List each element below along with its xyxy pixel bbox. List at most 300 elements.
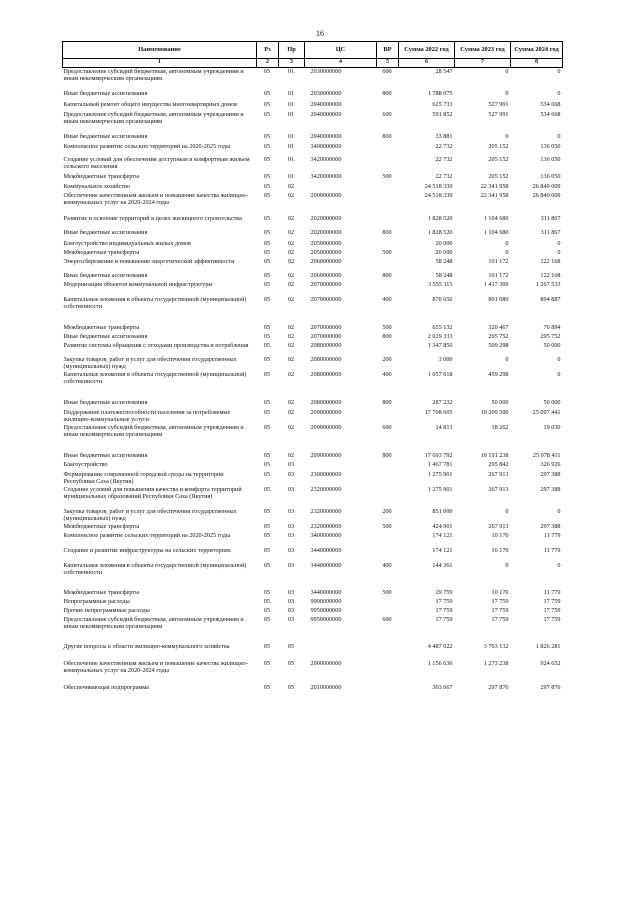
table-row: [63, 471, 563, 486]
row-expense-type: 800: [382, 132, 392, 140]
row-section: 05: [263, 659, 271, 667]
row-section: 05: [263, 239, 271, 247]
row-section: 05: [263, 423, 271, 431]
column-number: 2: [257, 59, 279, 68]
row-sum-2023: 17 759: [491, 597, 509, 605]
row-section: 05: [263, 248, 271, 256]
row-section: 05: [263, 110, 271, 118]
row-sum-2022: 625 733: [432, 100, 453, 108]
row-sum-2022: 655 132: [432, 323, 453, 331]
row-sum-2024: 11 779: [543, 546, 561, 554]
row-target-item: 2090000000: [310, 408, 342, 416]
row-sum-2024: 122 168: [540, 257, 561, 265]
table-row: [63, 356, 563, 371]
row-subsection: 03: [287, 546, 295, 554]
row-name: Другие вопросы в области жилищно-коммунального хозяйства: [63, 642, 230, 650]
row-section: 05: [263, 182, 271, 190]
row-section: 05: [263, 470, 271, 478]
row-sum-2023: 22 341 958: [480, 182, 509, 190]
row-sum-2022: 22 732: [435, 142, 453, 150]
row-sum-2024: 0: [557, 370, 561, 378]
page-number: 16: [316, 29, 324, 38]
row-sum-2022: 4 487 022: [427, 642, 453, 650]
row-sum-2022: 17 759: [435, 606, 453, 614]
row-sum-2023: 0: [505, 68, 509, 75]
row-subsection: 03: [287, 588, 295, 596]
row-sum-2022: 22 732: [435, 172, 453, 180]
row-sum-2023: 320 467: [488, 323, 509, 331]
row-target-item: 3400000000: [310, 531, 342, 539]
row-sum-2022: 1 275 901: [427, 485, 453, 493]
row-sum-2023: 0: [505, 355, 509, 363]
row-name: Формирование современной городской среды на территории Республики Саха (Якутия): [63, 470, 224, 485]
row-target-item: 2320000000: [310, 485, 342, 493]
row-expense-type: 800: [382, 228, 392, 236]
row-sum-2024: 17 759: [543, 597, 561, 605]
row-target-item: [305, 461, 377, 471]
table-row: [63, 409, 563, 424]
row-sum-2022: 58 248: [435, 271, 453, 279]
row-target-item: 2030000000: [310, 68, 342, 75]
row-sum-2022: 1 467 781: [427, 460, 453, 468]
table-row: [63, 333, 563, 342]
table-row: [63, 143, 563, 156]
row-sum-2023: 0: [505, 89, 509, 97]
row-target-item: 2070000000: [310, 295, 342, 303]
row-name: Капитальные вложения в объекты государственной (муниципальной) собственности: [63, 370, 247, 385]
row-sum-2024: 311 867: [540, 228, 561, 236]
row-sum-2023: 17 759: [491, 615, 509, 623]
row-name: Обеспечивающая подпрограмма: [63, 683, 149, 691]
row-expense-type: [377, 547, 399, 562]
row-target-item: 2080000000: [310, 370, 342, 378]
row-sum-2022: 28 547: [435, 68, 453, 75]
row-sum-2024: 11 779: [543, 588, 561, 596]
row-sum-2022: 144 361: [432, 561, 453, 569]
row-sum-2022: 1 156 636: [427, 659, 453, 667]
row-expense-type: 800: [382, 451, 392, 459]
row-expense-type: 400: [382, 370, 392, 378]
row-section: 05: [263, 132, 271, 140]
row-target-item: 2090000000: [310, 423, 342, 431]
row-name: Иные бюджетные ассигнования: [63, 89, 148, 97]
table-row: [63, 547, 563, 562]
row-sum-2022: 24 518 339: [424, 182, 453, 190]
row-sum-2023: 10 170: [491, 546, 509, 554]
header-expense-type: ВР: [377, 42, 399, 59]
row-sum-2024: 534 668: [540, 100, 561, 108]
row-section: 05: [263, 191, 271, 199]
row-name: Иные бюджетные ассигнования: [63, 228, 148, 236]
row-name: Обеспечение качественным жильем и повышение качества жилищно-коммунальных услуг на 2020-2024 годы: [63, 191, 248, 206]
table-row: [63, 424, 563, 452]
row-name: Развитие и освоение территорий в целях жилищного строительства: [63, 214, 242, 222]
row-target-item: 2060000000: [310, 271, 342, 279]
row-section: 05: [263, 522, 271, 530]
row-section: 05: [263, 507, 271, 515]
row-sum-2024: 136 050: [540, 172, 561, 180]
header-name: Наименование: [63, 42, 257, 59]
row-sum-2023: 0: [505, 561, 509, 569]
row-section: 05: [263, 100, 271, 108]
row-expense-type: [377, 598, 399, 607]
table-row: [63, 452, 563, 461]
row-section: 05: [263, 214, 271, 222]
row-name: Создание условий для повышения качества и комфорта территорий муниципальных образований Республики Саха (Якутия): [63, 485, 242, 500]
row-expense-type: [377, 660, 399, 684]
row-subsection: 01: [287, 100, 295, 108]
row-sum-2023: 19 191 238: [480, 451, 509, 459]
row-sum-2024: 50 000: [543, 398, 561, 406]
row-subsection: 02: [287, 191, 295, 199]
header-sum-2024: Сумма 2024 год: [511, 42, 563, 59]
row-sum-2024: 25 097 441: [532, 408, 561, 416]
row-sum-2024: 924 652: [540, 659, 561, 667]
table-row: [63, 660, 563, 684]
row-name: Иные бюджетные ассигнования: [63, 271, 148, 279]
row-sum-2022: 2 029 333: [427, 332, 453, 340]
table-row: [63, 589, 563, 598]
row-target-item: 2010000000: [310, 683, 342, 691]
column-number: 3: [279, 59, 305, 68]
row-subsection: 02: [287, 370, 295, 378]
row-subsection: 03: [287, 615, 295, 623]
row-name: Коммунальное хозяйство: [63, 182, 130, 190]
row-sum-2023: 527 991: [488, 110, 509, 118]
row-sum-2023: 22 341 958: [480, 191, 509, 199]
row-subsection: 03: [287, 460, 295, 468]
row-expense-type: 500: [382, 248, 392, 256]
row-subsection: 02: [287, 451, 295, 459]
row-sum-2022: 1 788 075: [427, 89, 453, 97]
row-sum-2023: 509 298: [488, 341, 509, 349]
row-subsection: 02: [287, 295, 295, 303]
row-sum-2024: 122 168: [540, 271, 561, 279]
table-row: [63, 133, 563, 143]
row-subsection: 01: [287, 142, 295, 150]
table-row: [63, 272, 563, 281]
row-expense-type: 800: [382, 89, 392, 97]
row-sum-2024: 1 267 533: [535, 280, 561, 288]
row-subsection: 02: [287, 228, 295, 236]
row-subsection: 02: [287, 398, 295, 406]
row-sum-2024: 297 388: [540, 485, 561, 493]
row-subsection: 03: [287, 507, 295, 515]
row-target-item: 2070000000: [310, 323, 342, 331]
row-section: 05: [263, 280, 271, 288]
row-subsection: 03: [287, 531, 295, 539]
table-row: [63, 249, 563, 258]
row-expense-type: 500: [382, 323, 392, 331]
row-name: Непрограммные расходы: [63, 597, 130, 605]
row-expense-type: [377, 281, 399, 296]
row-name: Иные бюджетные ассигнования: [63, 451, 148, 459]
row-target-item: [305, 643, 377, 660]
row-section: 05: [263, 588, 271, 596]
row-sum-2022: 20 000: [435, 248, 453, 256]
row-sum-2022: 17 693 792: [424, 451, 453, 459]
row-sum-2022: 174 121: [432, 531, 453, 539]
row-subsection: 02: [287, 408, 295, 416]
row-section: 05: [263, 546, 271, 554]
row-expense-type: [377, 183, 399, 192]
row-expense-type: [377, 240, 399, 249]
row-target-item: 9950000000: [310, 606, 342, 614]
row-subsection: 03: [287, 561, 295, 569]
row-sum-2022: 1 057 618: [427, 370, 453, 378]
table-row: [63, 324, 563, 333]
row-subsection: 01: [287, 172, 295, 180]
table-row: [63, 111, 563, 133]
row-section: 05: [263, 172, 271, 180]
row-expense-type: [377, 684, 399, 694]
row-subsection: 02: [287, 248, 295, 256]
row-section: 05: [263, 332, 271, 340]
row-section: 05: [263, 370, 271, 378]
column-number: 1: [63, 59, 257, 68]
row-sum-2023: 0: [505, 239, 509, 247]
row-sum-2024: 0: [557, 248, 561, 256]
row-sum-2022: 3 000: [438, 355, 453, 363]
row-subsection: 01: [287, 132, 295, 140]
row-sum-2023: 50 000: [491, 398, 509, 406]
row-sum-2023: 527 991: [488, 100, 509, 108]
row-sum-2023: 205 152: [488, 172, 509, 180]
row-expense-type: [377, 607, 399, 616]
row-section: 05: [263, 531, 271, 539]
table-row: [63, 643, 563, 660]
row-sum-2024: 0: [557, 355, 561, 363]
row-sum-2024: 0: [557, 89, 561, 97]
row-sum-2022: 14 813: [435, 423, 453, 431]
row-section: 05: [263, 408, 271, 416]
row-expense-type: 400: [382, 561, 392, 569]
row-sum-2022: 17 759: [435, 615, 453, 623]
row-target-item: 2050000000: [310, 248, 342, 256]
row-expense-type: [377, 192, 399, 215]
row-sum-2023: 297 876: [488, 683, 509, 691]
row-sum-2022: 870 650: [432, 295, 453, 303]
header-row: [63, 42, 563, 59]
row-sum-2023: 267 913: [488, 522, 509, 530]
row-sum-2024: 0: [557, 239, 561, 247]
row-sum-2023: 1 417 309: [483, 280, 509, 288]
row-sum-2024: 76 894: [543, 323, 561, 331]
row-section: 05: [263, 615, 271, 623]
row-sum-2024: 50 000: [543, 341, 561, 349]
row-section: 05: [263, 89, 271, 97]
table-row: [63, 68, 563, 90]
row-section: 05: [263, 355, 271, 363]
table-row: [63, 461, 563, 471]
row-sum-2023: 101 172: [488, 271, 509, 279]
row-name: Закупка товаров, работ и услуг для обеспечения государственных (муниципальных) нужд: [63, 355, 237, 370]
row-target-item: 2080000000: [310, 355, 342, 363]
row-subsection: 02: [287, 341, 295, 349]
row-section: 05: [263, 257, 271, 265]
row-section: 05: [263, 451, 271, 459]
row-sum-2022: 17 708 605: [424, 408, 453, 416]
row-section: 05: [263, 228, 271, 236]
table-row: [63, 598, 563, 607]
row-target-item: 2320000000: [310, 507, 342, 515]
row-section: 05: [263, 323, 271, 331]
row-sum-2024: 0: [557, 68, 561, 75]
row-subsection: 03: [287, 606, 295, 614]
row-name: Благоустройство индивидуальных жилых домов: [63, 239, 191, 247]
column-number: 5: [377, 59, 399, 68]
row-name: Комплексное развитие сельских территорий на 2020-2025 годы: [63, 142, 231, 150]
table-row: [63, 90, 563, 101]
row-subsection: 01: [287, 68, 295, 75]
row-name: Благоустройство: [63, 460, 108, 468]
row-sum-2023: 295 842: [488, 460, 509, 468]
row-name: Межбюджетные трансферты: [63, 588, 140, 596]
row-section: 05: [263, 341, 271, 349]
table-row: [63, 183, 563, 192]
row-sum-2023: 1 104 680: [483, 214, 509, 222]
row-expense-type: [377, 409, 399, 424]
row-subsection: 03: [287, 522, 295, 530]
row-sum-2023: 0: [505, 248, 509, 256]
row-sum-2022: 24 518 339: [424, 191, 453, 199]
row-target-item: 3440000000: [310, 546, 342, 554]
row-sum-2022: 3 555 115: [427, 280, 453, 288]
row-sum-2024: 0: [557, 507, 561, 515]
row-sum-2023: 18 262: [491, 423, 509, 431]
row-sum-2024: 26 849 009: [532, 191, 561, 199]
row-sum-2022: 22 732: [435, 155, 453, 163]
row-target-item: 2040000000: [310, 110, 342, 118]
row-target-item: 2080000000: [310, 341, 342, 349]
table-row: [63, 371, 563, 399]
table-row: [63, 192, 563, 215]
row-expense-type: 800: [382, 398, 392, 406]
row-name: Иные бюджетные ассигнования: [63, 332, 148, 340]
row-subsection: 02: [287, 239, 295, 247]
row-sum-2024: 0: [557, 561, 561, 569]
row-target-item: 2080000000: [310, 398, 342, 406]
row-name: Поддержание платежеспособности населения за потребляемые жилищно-коммунальные услуги: [63, 408, 231, 423]
column-number: 8: [511, 59, 563, 68]
row-sum-2023: 10 170: [491, 531, 509, 539]
row-section: 05: [263, 460, 271, 468]
row-sum-2024: 311 867: [540, 214, 561, 222]
row-sum-2024: 326 926: [540, 460, 561, 468]
row-expense-type: 600: [382, 68, 392, 75]
row-sum-2022: 303 067: [432, 683, 453, 691]
row-expense-type: [377, 156, 399, 173]
row-sum-2023: 205 152: [488, 142, 509, 150]
row-target-item: 2000000000: [310, 191, 342, 199]
row-expense-type: 600: [382, 615, 392, 623]
table-row: [63, 258, 563, 272]
row-subsection: 05: [287, 642, 295, 650]
row-sum-2022: 29 759: [435, 588, 453, 596]
row-sum-2024: 11 779: [543, 531, 561, 539]
table-row: [63, 101, 563, 111]
table-row: [63, 240, 563, 249]
row-target-item: 2040000000: [310, 132, 342, 140]
row-expense-type: [377, 532, 399, 547]
row-target-item: 2060000000: [310, 257, 342, 265]
row-name: Модернизация объектов коммунальной инфраструктуры: [63, 280, 213, 288]
table-body: [63, 68, 563, 694]
row-subsection: 02: [287, 214, 295, 222]
row-subsection: 03: [287, 485, 295, 493]
row-sum-2022: 1 347 850: [427, 341, 453, 349]
row-section: 05: [263, 597, 271, 605]
row-sum-2024: 136 050: [540, 155, 561, 163]
row-name: Капитальные вложения в объекты государственной (муниципальной) собственности: [63, 295, 247, 310]
row-name: Предоставление субсидий бюджетным, автономным учреждениям и иным некоммерческим организациям: [63, 423, 244, 438]
row-sum-2023: 17 759: [491, 606, 509, 614]
column-number-row: [63, 59, 563, 68]
header-sum-2022: Сумма 2022 год: [399, 42, 455, 59]
row-target-item: 2020000000: [310, 214, 342, 222]
header-target-item: ЦС: [305, 42, 377, 59]
row-sum-2024: 1 826 281: [535, 642, 561, 650]
row-subsection: 02: [287, 280, 295, 288]
row-expense-type: [377, 471, 399, 486]
row-section: 05: [263, 155, 271, 163]
row-expense-type: [377, 215, 399, 229]
row-subsection: 02: [287, 182, 295, 190]
header-sum-2023: Сумма 2023 год: [455, 42, 511, 59]
row-expense-type: 800: [382, 332, 392, 340]
row-sum-2023: 10 170: [491, 588, 509, 596]
row-section: 05: [263, 642, 271, 650]
table-row: [63, 173, 563, 183]
row-name: Предоставление субсидий бюджетным, автономным учреждениям и иным некоммерческим организациям: [63, 110, 244, 125]
row-sum-2023: 19 209 500: [480, 408, 509, 416]
row-sum-2024: 297 388: [540, 470, 561, 478]
row-sum-2023: 459 298: [488, 370, 509, 378]
row-name: Закупка товаров, работ и услуг для обеспечения государственных (муниципальных) нужд: [63, 507, 237, 522]
row-name: Межбюджетные трансферты: [63, 172, 140, 180]
row-sum-2024: 26 849 009: [532, 182, 561, 190]
table-row: [63, 523, 563, 532]
row-subsection: 03: [287, 597, 295, 605]
row-sum-2022: 1 828 520: [427, 214, 453, 222]
row-name: Развитие системы обращения с отходами производства и потребления: [63, 341, 249, 349]
row-subsection: 01: [287, 110, 295, 118]
row-target-item: 3400000000: [310, 142, 342, 150]
row-sum-2022: 287 232: [432, 398, 453, 406]
row-name: Создание и развитие инфраструктуры на сельских территориях: [63, 546, 231, 554]
table-row: [63, 508, 563, 523]
row-subsection: 05: [287, 683, 295, 691]
row-name: Межбюджетные трансферты: [63, 323, 140, 331]
row-target-item: 2030000000: [310, 89, 342, 97]
row-sum-2023: 267 913: [488, 485, 509, 493]
row-sum-2024: 17 759: [543, 615, 561, 623]
row-target-item: 9950000000: [310, 615, 342, 623]
row-target-item: 2040000000: [310, 100, 342, 108]
table-row: [63, 684, 563, 694]
row-sum-2022: 33 881: [435, 132, 453, 140]
row-section: 05: [263, 271, 271, 279]
row-expense-type: 600: [382, 423, 392, 431]
row-sum-2024: 0: [557, 132, 561, 140]
row-subsection: 01: [287, 155, 295, 163]
row-target-item: 3440000000: [310, 561, 342, 569]
row-sum-2023: 101 172: [488, 257, 509, 265]
row-name: Капитальный ремонт общего имущества многоквартирных домов: [63, 100, 238, 108]
row-subsection: 02: [287, 423, 295, 431]
row-sum-2023: 1 273 238: [483, 659, 509, 667]
row-target-item: 3420000000: [310, 155, 342, 163]
